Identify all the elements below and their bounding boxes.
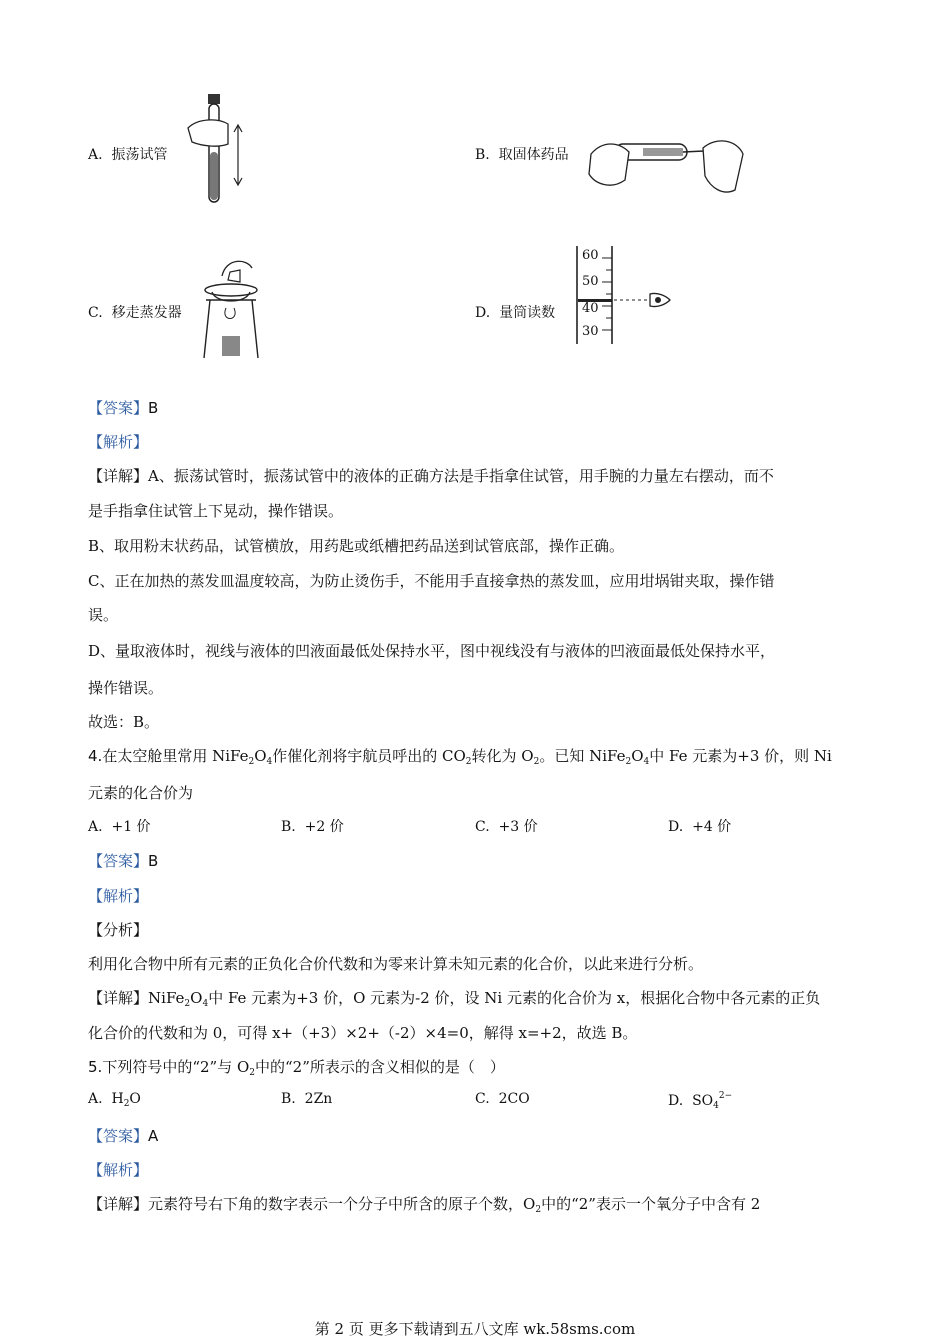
page-footer: 第 2 页 更多下载请到五八文库 wk.58sms.com [314, 1320, 636, 1338]
subscript: 4 [202, 999, 209, 1009]
option-text: O [129, 1091, 141, 1107]
q4-stem [88, 745, 832, 767]
stem-text: 。已知 NiFe [539, 747, 626, 765]
option-letter: A. [88, 819, 103, 835]
cylinder-tick-label: 30 [582, 324, 599, 339]
stem-text: 转化为 O [471, 747, 534, 765]
q5-option-b [281, 1091, 332, 1107]
option-text: +3 价 [498, 819, 538, 835]
superscript: 2− [718, 1091, 733, 1101]
question-number: 4. [88, 747, 103, 765]
stem-text: 在太空舱里常用 NiFe [102, 747, 249, 765]
q5-option-c [475, 1091, 530, 1107]
detail-text: NiFe [148, 989, 185, 1007]
subscript: 2 [533, 757, 540, 767]
q4-option-c [475, 816, 538, 836]
q3-detail-line [88, 465, 774, 486]
option-text: 2CO [498, 1091, 530, 1107]
q3-detail-line: 操作错误。 [88, 679, 164, 697]
detail-label: 【详解】 [88, 467, 149, 485]
cylinder-tick-label: 50 [582, 274, 599, 289]
detail-text: 中的“2”表示一个氧分子中含有 2 [541, 1195, 761, 1213]
q5-answer [88, 1125, 158, 1146]
subscript: 2 [625, 757, 632, 767]
stem-text: 下列符号中的“2”与 O [102, 1058, 250, 1076]
answer-value: B [148, 399, 159, 417]
q3-option-c [88, 302, 182, 322]
stem-text: 中 Fe 元素为+3 价，则 Ni [649, 747, 832, 765]
option-letter: C. [475, 1091, 490, 1107]
q3-option-a [88, 144, 167, 164]
subscript: 2 [184, 999, 191, 1009]
shake-test-tube-figure [178, 92, 248, 210]
option-letter: D. [668, 1093, 684, 1109]
q4-answer [88, 850, 158, 871]
stem-text: O [631, 747, 644, 765]
q3-conclusion: 故选：B。 [88, 713, 160, 731]
graduated-cylinder-figure [574, 244, 674, 346]
q4-stem-line2: 元素的化合价为 [88, 784, 194, 802]
option-text: 取固体药品 [498, 147, 569, 163]
option-text: SO [692, 1093, 714, 1109]
subscript: 2 [465, 757, 472, 767]
q5-analysis-label: 【解析】 [88, 1161, 149, 1179]
q4-option-a [88, 816, 151, 836]
option-letter: B. [281, 1091, 296, 1107]
stem-text: O [254, 747, 267, 765]
detail-label: 【详解】 [88, 989, 149, 1007]
take-solid-drug-figure [585, 130, 747, 202]
q3-option-b [475, 144, 569, 164]
answer-value: B [148, 852, 159, 870]
subscript: 2 [535, 1205, 542, 1215]
option-text: +1 价 [111, 819, 151, 835]
option-letter: A. [88, 1091, 103, 1107]
option-letter: C. [88, 305, 103, 321]
option-letter: A. [88, 147, 103, 163]
q5-option-d [668, 1091, 732, 1111]
q4-option-b [281, 816, 344, 836]
option-text: 量筒读数 [499, 305, 556, 321]
q3-detail-line: 误。 [88, 606, 119, 624]
option-text: H [111, 1091, 124, 1107]
answer-label: 【答案】 [88, 1127, 149, 1145]
q3-option-d [475, 302, 555, 322]
answer-label: 【答案】 [88, 399, 149, 417]
stem-text: 中的“2”所表示的含义相似的是（ ） [255, 1058, 505, 1076]
q4-fenxi-text: 利用化合物中所有元素的正负化合价代数和为零来计算未知元素的化合价，以此来进行分析。 [88, 955, 704, 973]
option-text: +2 价 [304, 819, 344, 835]
subscript: 2 [248, 757, 255, 767]
option-letter: C. [475, 819, 490, 835]
q5-option-a [88, 1091, 141, 1109]
option-text: 2Zn [304, 1091, 333, 1107]
detail-label: 【详解】 [88, 1195, 149, 1213]
answer-value: A [148, 1127, 159, 1145]
option-letter: B. [475, 147, 490, 163]
detail-text: 中 Fe 元素为+3 价，O 元素为-2 价，设 Ni 元素的化合价为 x，根据化合物中各元素的正负 [208, 989, 821, 1007]
answer-label: 【答案】 [88, 852, 149, 870]
option-letter: B. [281, 819, 296, 835]
detail-text: 元素符号右下角的数字表示一个分子中所含的原子个数，O [148, 1195, 536, 1213]
q4-analysis-label: 【解析】 [88, 887, 149, 905]
subscript: 4 [713, 1101, 719, 1111]
q4-detail [88, 987, 820, 1009]
option-text: +4 价 [692, 819, 732, 835]
cylinder-tick-label: 60 [582, 248, 599, 263]
q3-detail-line: D、量取液体时，视线与液体的凹液面最低处保持水平，图中视线没有与液体的凹液面最低处保持水平， [88, 642, 776, 660]
subscript: 2 [249, 1068, 255, 1078]
q3-analysis-label: 【解析】 [88, 433, 149, 451]
subscript: 4 [266, 757, 273, 767]
q4-detail-line2: 化合价的代数和为 0，可得 x+（+3）×2+（-2）×4=0，解得 x=+2，故选 B。 [88, 1024, 638, 1042]
cylinder-tick-label: 40 [582, 301, 599, 316]
q4-fenxi-label: 【分析】 [88, 921, 149, 939]
detail-text: A、振荡试管时，振荡试管中的液体的正确方法是手指拿住试管，用手腕的力量左右摆动，而不 [148, 467, 774, 485]
option-text: 振荡试管 [111, 147, 168, 163]
q5-detail [88, 1193, 760, 1215]
evaporating-dish-figure [200, 252, 262, 362]
option-letter: D. [668, 819, 684, 835]
option-text: 移走蒸发器 [111, 305, 182, 321]
stem-text: 作催化剂将宇航员呼出的 CO [272, 747, 466, 765]
subscript: 4 [643, 757, 650, 767]
q3-detail-line: B、取用粉末状药品，试管横放，用药匙或纸槽把药品送到试管底部，操作正确。 [88, 537, 625, 555]
q3-answer [88, 397, 158, 418]
q5-stem [88, 1056, 505, 1078]
q4-option-d [668, 816, 731, 836]
question-number: 5. [88, 1058, 103, 1076]
q3-detail-line: 是手指拿住试管上下晃动，操作错误。 [88, 502, 344, 520]
detail-text: O [190, 989, 203, 1007]
q3-detail-line: C、正在加热的蒸发皿温度较高，为防止烫伤手，不能用手直接拿热的蒸发皿，应用坩埚钳夹取，操作错 [88, 572, 775, 590]
subscript: 2 [123, 1099, 130, 1109]
option-letter: D. [475, 305, 491, 321]
